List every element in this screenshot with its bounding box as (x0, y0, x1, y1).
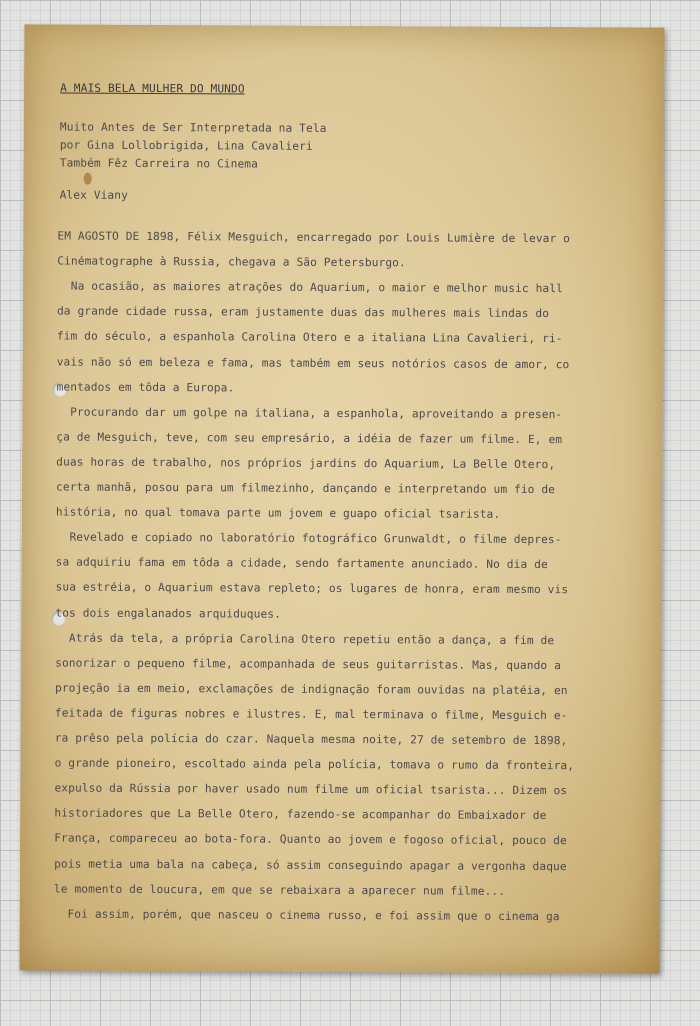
body-line: ra prêso pela polícia do czar. Naquela mesma noite, 27 de setembro de 1898, (54, 731, 568, 748)
author-name: Alex Viany (59, 188, 128, 202)
typed-text (24, 24, 664, 923)
body-line: vais não só em beleza e fama, mas também em seus notórios casos de amor, co (56, 355, 570, 371)
body-line: fim do século, a espanhola Carolina Otero e a italiana Lina Cavalieri, ri- (56, 329, 563, 346)
ink-stain (84, 173, 92, 185)
body-line: Atrás da tela, a própria Carolina Otero repetiu então a dança, a fim de (55, 631, 555, 647)
body-line: tos dois engalanados arquiduques. (55, 606, 282, 621)
body-line: ça de Mesguich, teve, com seu empresário, a idéia de fazer um filme. E, em (56, 430, 563, 446)
body-line: sua estréia, o Aquarium estava repleto; os lugares de honra, eram mesmo vis (55, 580, 569, 597)
subtitle-line: por Gina Lollobrigida, Lina Cavalieri (59, 138, 313, 153)
body-line: sonorizar o pequeno filme, acompanhada de seus guitarristas. Mas, quando a (55, 656, 561, 672)
body-line: sa adquiriu fama em tôda a cidade, sendo fartamente anunciado. No dia de (55, 555, 548, 572)
subtitle-line: Também Fêz Carreira no Cinema (59, 156, 259, 171)
body-line: feitada de figuras nobres e ilustres. E, mal terminava o filme, Mesguich e- (54, 706, 568, 723)
paper-sheet (20, 24, 665, 973)
body-line: Na ocasião, as maiores atrações do Aquarium, o maior e melhor music hall (57, 279, 563, 296)
body-line: duas horas de trabalho, nos próprios jardins do Aquarium, La Belle Otero, (56, 455, 556, 472)
subtitle-line: Muito Antes de Ser Interpretada na Tela (59, 120, 327, 135)
body-line: EM AGOSTO DE 1898, Félix Mesguich, encarregado por Louis Lumière de levar o (57, 229, 571, 246)
body-line: le momento de loucura, em que se rebaixara a aparecer num filme... (53, 882, 506, 898)
body-line: Foi assim, porém, que nasceu o cinema russo, e foi assim que o cinema ga (53, 907, 560, 923)
body-line: Procurando dar um golpe na italiana, a espanhola, aproveitando a presen- (56, 405, 563, 421)
body-line: França, compareceu ao bota-fora. Quanto ao jovem e fogoso oficial, pouco de (54, 831, 567, 848)
body-line: pois metia uma bala na cabeça, só assim conseguindo apagar a vergonha daque (54, 856, 567, 873)
document-title: A MAIS BELA MULHER DO MUNDO (60, 81, 245, 96)
body-line: Cinématographe à Russia, chegava a São Petersburgo. (57, 254, 406, 270)
body-line: expulso da Rússia por haver usado num filme um oficial tsarista... Dizem os (54, 781, 568, 798)
body-line: projeção ia em meio, exclamações de indignação foram ouvidas na platéia, en (54, 681, 568, 697)
body-line: historiadores que La Belle Otero, fazendo-se acompanhar do Embaixador de (54, 806, 547, 823)
body-line: história, no qual tomava parte um jovem e guapo oficial tsarista. (55, 505, 501, 521)
body-line: mentados em tôda a Europa. (56, 380, 235, 395)
body-line: certa manhã, posou para um filmezinho, dançando e interpretando um fio de (56, 480, 556, 497)
body-line: o grande pioneiro, escoltado ainda pela polícia, tomava o rumo da fronteira, (54, 756, 575, 773)
body-line: Revelado e copiado no laboratório fotográfico Grunwaldt, o filme depres- (55, 530, 562, 547)
body-line: da grande cidade russa, eram justamente duas das mulheres mais lindas do (56, 304, 550, 321)
